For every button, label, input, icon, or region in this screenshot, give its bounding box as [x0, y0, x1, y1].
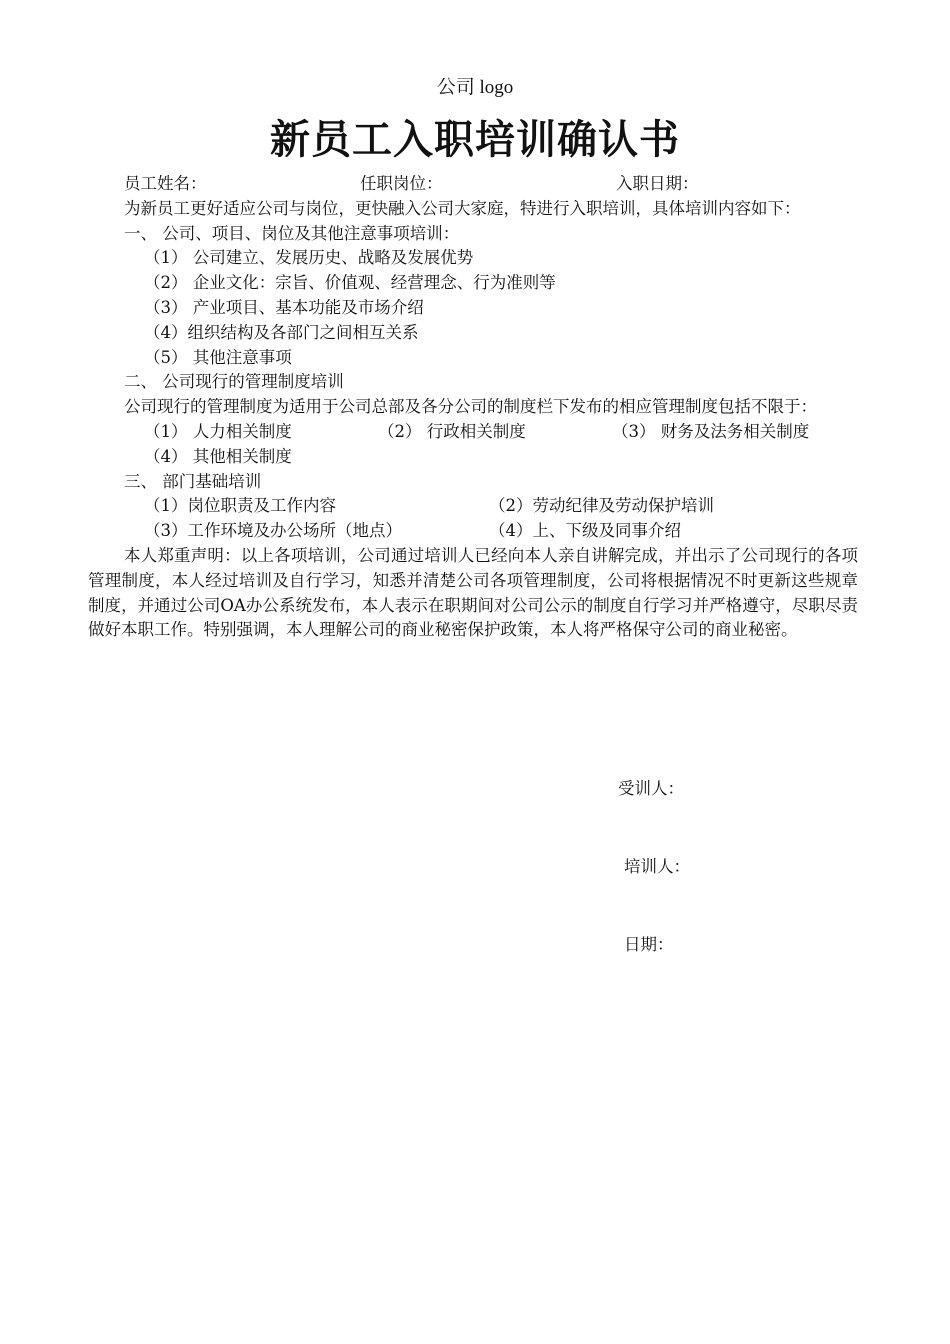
trainee-signature-label: 受训人：	[618, 779, 684, 798]
section2-item: （4） 其他相关制度	[144, 446, 292, 466]
position-label: 任职岗位：	[360, 174, 443, 193]
section1-item: （4）组织结构及各部门之间相互关系	[144, 322, 419, 342]
section1-heading: 一、 公司、项目、岗位及其他注意事项培训：	[124, 223, 460, 243]
section3-heading: 三、 部门基础培训	[124, 471, 262, 491]
section3-items-row	[88, 494, 858, 519]
section1-item: （1） 公司建立、发展历史、战略及发展优势	[144, 248, 474, 268]
declaration-paragraph: 本人郑重声明：以上各项培训，公司通过培训人已经向本人亲自讲解完成，并出示了公司现行的各项管理制度，本人经过培训及自行学习，知悉并清楚公司各项管理制度，公司将根据情况不时更新这些规章制度，并通过公司OA办公系统发布，本人表示在职期间对公司公示的制度自行学习并严格遵守，尽职尽责做好本职工作。特别强调，本人理解公司的商业秘密保护政策，本人将严格保守公司的商业秘密。	[88, 545, 858, 640]
section2-heading: 二、 公司现行的管理制度培训	[124, 372, 344, 392]
document-body	[88, 172, 858, 643]
entry-date-label: 入职日期：	[616, 174, 699, 193]
section2-item: （3） 财务及法务相关制度	[612, 421, 810, 441]
section1-item: （2） 企业文化：宗旨、价值观、经营理念、行为准则等	[144, 273, 556, 293]
employee-name-label: 员工姓名：	[124, 174, 207, 193]
section2-item: （2） 行政相关制度	[378, 421, 526, 441]
section3-item: （1）岗位职责及工作内容	[144, 496, 336, 516]
signature-date-label: 日期：	[624, 935, 674, 954]
section2-items-row	[88, 420, 858, 445]
section3-item: （2）劳动纪律及劳动保护培训	[489, 496, 714, 516]
section1-item: （5） 其他注意事项	[144, 347, 292, 367]
intro-paragraph: 为新员工更好适应公司与岗位，更快融入公司大家庭，特进行入职培训，具体培训内容如下：	[124, 198, 801, 218]
trainer-signature-label: 培训人：	[624, 857, 690, 876]
section3-item: （3）工作环境及办公场所（地点）	[144, 521, 402, 541]
info-fields-row	[88, 172, 858, 197]
section2-item: （1） 人力相关制度	[144, 421, 292, 441]
section3-items-row	[88, 519, 858, 544]
section2-description: 公司现行的管理制度为适用于公司总部及各分公司的制度栏下发布的相应管理制度包括不限于：	[124, 397, 817, 417]
company-logo-text: 公司 logo	[436, 77, 514, 98]
section1-item: （3） 产业项目、基本功能及市场介绍	[144, 297, 424, 317]
document-title: 新员工入职培训确认书	[270, 116, 680, 163]
section3-item: （4）上、下级及同事介绍	[489, 521, 681, 541]
